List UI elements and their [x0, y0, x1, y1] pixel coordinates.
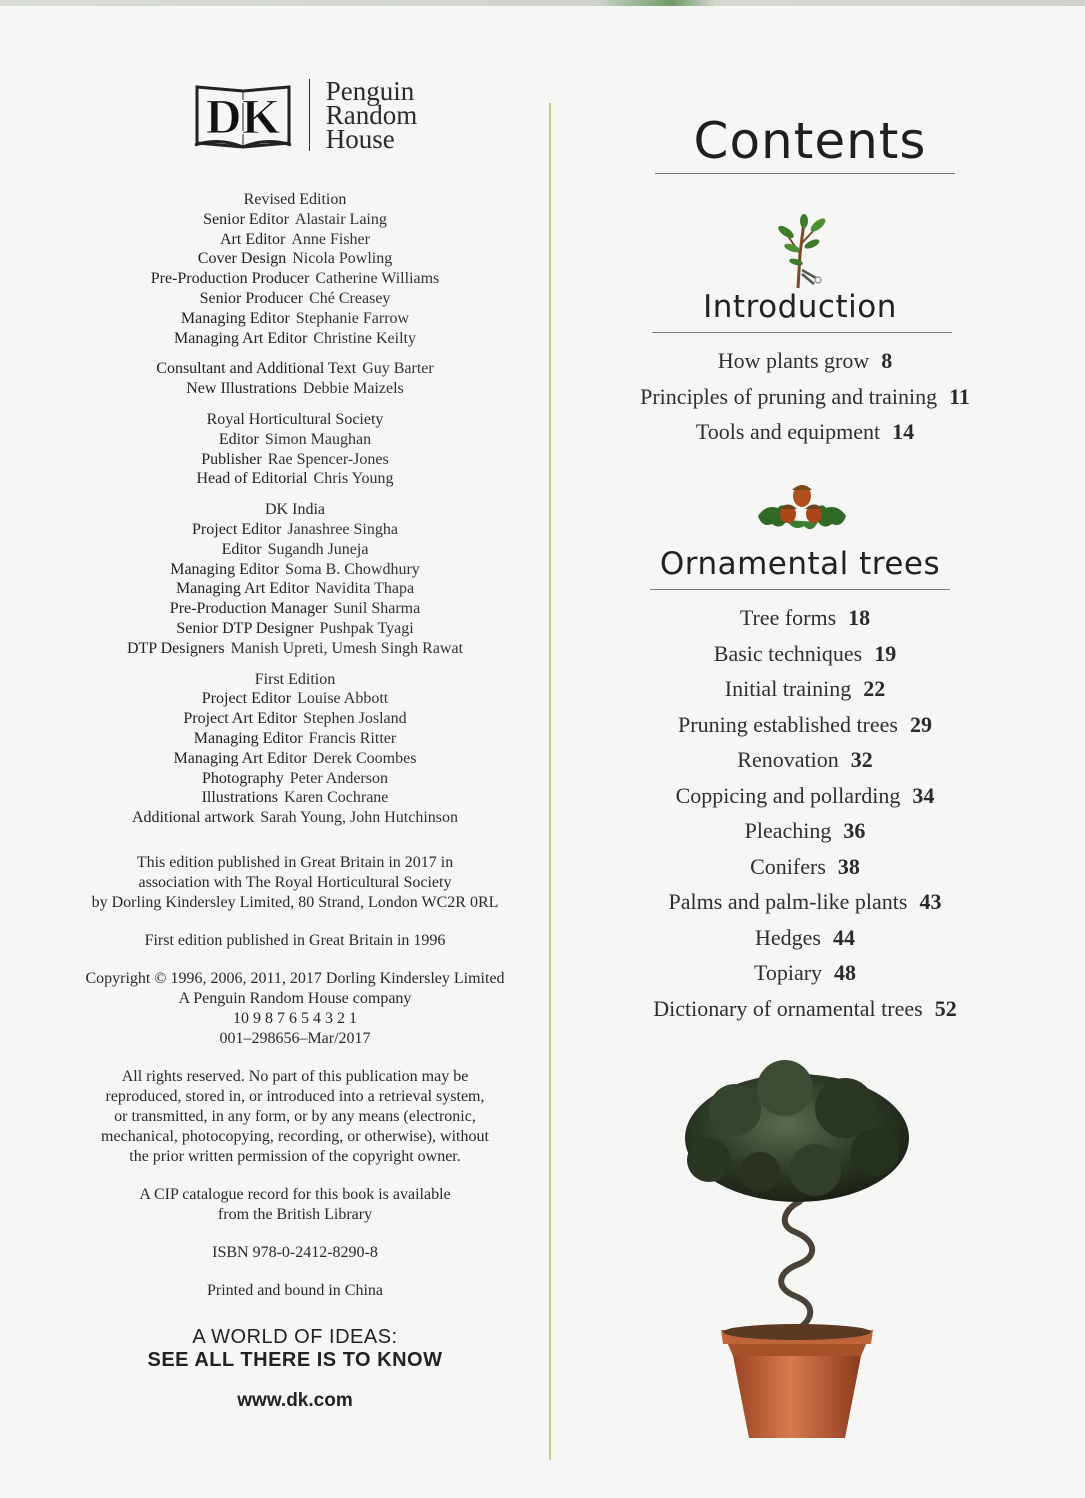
- cip-line: A CIP catalogue record for this book is available: [139, 1185, 451, 1203]
- pruning-shears-sprig-icon: [770, 214, 830, 290]
- credit-line: [55, 709, 535, 729]
- credit-block: [55, 670, 535, 828]
- credit-heading: Revised Edition: [243, 191, 347, 208]
- toc-entry-page: 11: [949, 383, 970, 409]
- credit-role: New Illustrations: [186, 380, 297, 398]
- cip-line: from the British Library: [217, 1205, 373, 1223]
- credit-line: [55, 469, 535, 489]
- toc-entry-page: 36: [843, 818, 866, 843]
- printed-in: Printed and bound in China: [207, 1281, 383, 1299]
- toc-entry-page: 29: [909, 711, 932, 737]
- section-rule-introduction: [652, 332, 952, 333]
- edition-info: [55, 853, 535, 913]
- print-run-line: 10 9 8 7 6 5 4 3 2 1: [233, 1009, 357, 1027]
- credit-role: Senior DTP Designer: [176, 619, 314, 637]
- toc-entry[interactable]: [590, 414, 1020, 450]
- credit-name: Chris Young: [313, 470, 394, 488]
- toc-list-introduction: [590, 343, 1020, 450]
- credit-line: [55, 230, 535, 250]
- credit-role: Art Editor: [220, 230, 286, 248]
- credit-name: Derek Coombes: [312, 749, 417, 767]
- catalogue-code-line: 001–298656–Mar/2017: [219, 1029, 371, 1047]
- credit-line: [55, 210, 535, 230]
- credit-line: [55, 540, 535, 560]
- toc-entry-label: Tree forms: [739, 605, 837, 630]
- toc-entry-page: 18: [848, 605, 871, 630]
- credit-role: Project Editor: [201, 690, 292, 708]
- toc-entry-label: Tools and equipment: [695, 419, 881, 444]
- toc-entry-label: Principles of pruning and training: [640, 383, 938, 409]
- credit-role: Editor: [221, 540, 262, 558]
- edition-info-line: by Dorling Kindersley Limited, 80 Strand, London WC2R 0RL: [91, 893, 499, 911]
- section-title-introduction: Introduction: [703, 289, 897, 325]
- toc-entry-page: 44: [832, 924, 855, 950]
- contents-title: Contents: [693, 112, 927, 170]
- credit-line: [55, 599, 535, 619]
- credit-line: [55, 379, 535, 399]
- credit-role: Managing Editor: [180, 309, 290, 327]
- imprint-line: House: [325, 124, 395, 154]
- acorn-oak-leaves-icon: [752, 476, 852, 540]
- column-divider: [549, 103, 551, 1460]
- toc-entry-label: How plants grow: [717, 348, 870, 373]
- credit-name: Stephen Josland: [303, 710, 407, 728]
- credit-name: Peter Anderson: [289, 769, 388, 787]
- toc-entry-label: Conifers: [750, 853, 826, 879]
- credit-line: [55, 249, 535, 269]
- toc-entry-label: Hedges: [755, 924, 821, 950]
- credit-name: Catherine Williams: [315, 270, 440, 288]
- penguin-random-house-wordmark: [325, 76, 418, 154]
- contents-title-rule: [655, 173, 955, 174]
- credits-list: [55, 190, 535, 828]
- credit-line: [55, 560, 535, 580]
- toc-entry[interactable]: [590, 671, 1020, 707]
- credit-block: [55, 190, 535, 348]
- credit-name: Soma B. Chowdhury: [285, 560, 420, 578]
- credit-line: [55, 769, 535, 789]
- rights-statement: [55, 1067, 535, 1167]
- toc-entry-label: Pruning established trees: [678, 711, 898, 737]
- toc-entry-label: Coppicing and pollarding: [675, 782, 901, 808]
- rights-line: reproduced, stored in, or introduced into a retrieval system,: [105, 1087, 485, 1105]
- credit-role: Senior Producer: [199, 289, 304, 307]
- credit-role: Head of Editorial: [196, 470, 308, 488]
- credit-role: Publisher: [201, 450, 262, 468]
- copyright-notice: [55, 969, 535, 1049]
- copyright-line: Copyright © 1996, 2006, 2011, 2017 Dorling Kindersley Limited: [85, 969, 505, 987]
- credit-role: Managing Art Editor: [175, 580, 310, 598]
- credit-role: Consultant and Additional Text: [156, 360, 357, 378]
- credit-role: Managing Art Editor: [174, 329, 308, 347]
- credit-role: DTP Designers: [126, 639, 225, 657]
- toc-entry[interactable]: [590, 343, 1020, 379]
- toc-entry-label: Topiary: [753, 960, 823, 985]
- credit-role: Project Art Editor: [183, 710, 298, 728]
- credit-name: Sugandh Juneja: [267, 540, 369, 558]
- imprint-line: Penguin: [325, 76, 415, 106]
- toc-list-ornamental-trees: [590, 600, 1020, 1026]
- credit-role: Managing Art Editor: [173, 749, 307, 767]
- copyright-line: A Penguin Random House company: [178, 989, 412, 1007]
- credit-name: Alastair Laing: [294, 210, 387, 228]
- toc-entry-page: 32: [850, 747, 873, 772]
- toc-entry[interactable]: [590, 379, 1020, 415]
- credit-role: Pre-Production Producer: [150, 270, 310, 288]
- credit-name: Nicola Powling: [292, 250, 393, 268]
- toc-entry[interactable]: [590, 778, 1020, 814]
- credit-role: Additional artwork: [132, 809, 255, 827]
- cip-note: [55, 1185, 535, 1225]
- credit-line: [55, 689, 535, 709]
- credit-line: [55, 329, 535, 349]
- rights-line: All rights reserved. No part of this publication may be: [121, 1067, 469, 1085]
- credit-role: Cover Design: [197, 250, 287, 268]
- first-edition-note: First edition published in Great Britain in 1996: [144, 931, 446, 949]
- credit-name: Anne Fisher: [291, 230, 370, 248]
- toc-entry-page: 52: [934, 995, 957, 1021]
- credit-line: [55, 749, 535, 769]
- credit-name: Simon Maughan: [264, 430, 372, 448]
- svg-text:DK: DK: [205, 88, 281, 144]
- publisher-logo: [75, 70, 535, 160]
- credit-line: [55, 450, 535, 470]
- toc-entry-label: Pleaching: [744, 818, 832, 843]
- credit-role: Project Editor: [192, 520, 282, 538]
- toc-entry[interactable]: [590, 813, 1020, 849]
- credit-role: Illustrations: [201, 789, 279, 807]
- credit-name: Sunil Sharma: [333, 600, 421, 618]
- credit-line: [55, 289, 535, 309]
- credit-name: Ché Creasey: [309, 289, 391, 307]
- toc-entry[interactable]: [590, 742, 1020, 778]
- toc-entry-page: 38: [837, 853, 860, 879]
- credit-heading: DK India: [265, 501, 325, 519]
- credit-name: Francis Ritter: [308, 729, 397, 747]
- credit-name: Navidita Thapa: [315, 580, 415, 598]
- toc-entry-page: 14: [892, 419, 915, 444]
- toc-entry[interactable]: [590, 636, 1020, 672]
- toc-entry[interactable]: [590, 707, 1020, 743]
- credit-name: Manish Upreti, Umesh Singh Rawat: [230, 639, 464, 657]
- spiral-topiary-tree-in-terracotta-pot-icon: [665, 1060, 930, 1445]
- credit-name: Guy Barter: [362, 360, 434, 378]
- credit-line: [55, 430, 535, 450]
- credit-name: Janashree Singha: [287, 520, 398, 538]
- toc-entry-page: 34: [912, 782, 935, 808]
- credit-name: Pushpak Tyagi: [319, 619, 414, 637]
- credit-line: [55, 579, 535, 599]
- tagline-line-2: SEE ALL THERE IS TO KNOW: [147, 1348, 443, 1371]
- credit-role: Pre-Production Manager: [169, 600, 328, 618]
- toc-entry-page: 8: [881, 348, 893, 373]
- credit-name: Louise Abbott: [297, 690, 389, 708]
- page-top-edge: [0, 0, 1085, 6]
- section-title-ornamental-trees: Ornamental trees: [659, 546, 941, 582]
- credit-heading: Royal Horticultural Society: [206, 410, 384, 428]
- credit-block: [55, 500, 535, 658]
- credit-role: Senior Editor: [203, 210, 289, 228]
- toc-entry-label: Basic techniques: [713, 640, 863, 666]
- credit-name: Rae Spencer-Jones: [267, 450, 389, 468]
- credit-line: [55, 269, 535, 289]
- credit-role: Managing Editor: [170, 560, 280, 578]
- section-rule-ornamental-trees: [650, 589, 950, 590]
- logo-divider: [309, 79, 310, 151]
- imprint-line: Random: [325, 100, 418, 130]
- credit-name: Sarah Young, John Hutchinson: [260, 809, 458, 827]
- credit-name: Christine Keilty: [313, 329, 416, 347]
- toc-entry-label: Palms and palm-like plants: [668, 889, 908, 914]
- credit-block: [55, 410, 535, 489]
- toc-entry[interactable]: [590, 600, 1020, 636]
- toc-entry-label: Dictionary of ornamental trees: [653, 995, 923, 1021]
- toc-entry-label: Renovation: [737, 747, 839, 772]
- toc-entry-page: 19: [874, 640, 897, 666]
- credit-role: Editor: [218, 430, 259, 448]
- toc-entry[interactable]: [590, 920, 1020, 956]
- credit-role: Photography: [202, 769, 284, 787]
- credit-name: Debbie Maizels: [302, 380, 404, 398]
- credit-heading: First Edition: [254, 670, 336, 688]
- toc-entry-label: Initial training: [724, 676, 852, 701]
- edition-info-line: association with The Royal Horticultural Society: [138, 873, 452, 891]
- credit-line: [55, 788, 535, 808]
- credit-line: [55, 808, 535, 828]
- isbn: ISBN 978-0-2412-8290-8: [212, 1243, 378, 1261]
- credit-line: [55, 729, 535, 749]
- dk-logo-icon: [193, 79, 293, 151]
- credit-line: [55, 309, 535, 329]
- credit-role: Managing Editor: [193, 729, 303, 747]
- credit-line: [55, 520, 535, 540]
- rights-line: the prior written permission of the copyright owner.: [129, 1147, 461, 1165]
- credit-name: Stephanie Farrow: [295, 309, 410, 327]
- credit-block: [55, 359, 535, 399]
- edition-info-line: This edition published in Great Britain in 2017 in: [136, 853, 454, 871]
- imprint-column: [55, 70, 535, 1412]
- rights-line: mechanical, photocopying, recording, or otherwise), without: [101, 1127, 489, 1145]
- toc-entry[interactable]: [590, 955, 1020, 991]
- credit-line: [55, 619, 535, 639]
- toc-entry-page: 22: [863, 676, 886, 701]
- toc-entry-page: 43: [919, 889, 942, 914]
- credit-name: Karen Cochrane: [284, 789, 389, 807]
- credit-line: [55, 639, 535, 659]
- toc-entry[interactable]: [590, 849, 1020, 885]
- credit-line: [55, 359, 535, 379]
- tagline-line-1: A WORLD OF IDEAS:: [192, 1325, 398, 1348]
- toc-entry[interactable]: [590, 991, 1020, 1027]
- toc-entry-page: 48: [834, 960, 857, 985]
- website-link[interactable]: www.dk.com: [237, 1389, 353, 1411]
- toc-entry[interactable]: [590, 884, 1020, 920]
- rights-line: or transmitted, in any form, or by any means (electronic,: [114, 1107, 476, 1125]
